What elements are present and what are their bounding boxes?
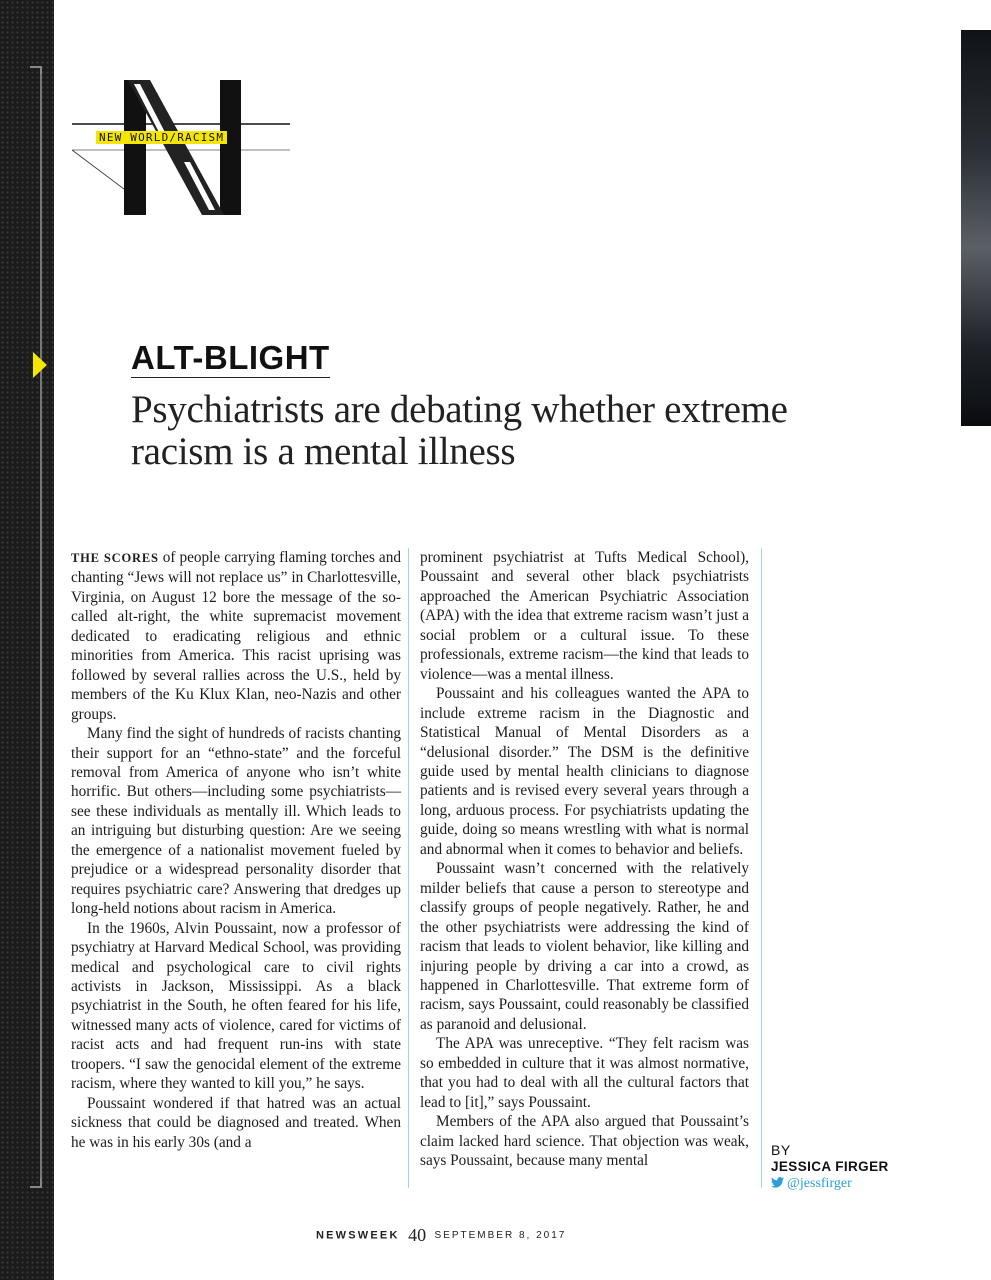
byline-label: BY — [771, 1142, 791, 1158]
paragraph: Members of the APA also argued that Poussaint’s claim lacked hard science. That objection was weak, says Poussaint, because many mental — [420, 1113, 749, 1170]
paragraph — [71, 548, 401, 724]
strip-rule — [40, 74, 42, 1178]
byline — [771, 1142, 889, 1192]
strip-bracket-bottom — [30, 1178, 42, 1188]
magazine-name: NEWSWEEK — [316, 1229, 400, 1242]
column-divider — [408, 548, 409, 1188]
article-column-1 — [71, 548, 401, 1152]
article-column-2 — [420, 548, 749, 1171]
facing-page-photo-edge — [961, 30, 991, 426]
page-footer — [316, 1225, 616, 1246]
paragraph: The APA was unreceptive. “They felt racism was so embedded in culture that it was almost normative, that you had to deal with all the cultural factors that lead to [it],” says Poussaint. — [420, 1035, 749, 1111]
section-arrow-icon — [33, 352, 47, 378]
lead-in: THE SCORES — [71, 551, 159, 565]
author-twitter-link[interactable] — [771, 1175, 889, 1192]
sidebar-divider — [761, 548, 762, 1188]
section-tag: NEW WORLD/RACISM — [96, 131, 227, 144]
paragraph: Poussaint and his colleagues wanted the APA to include extreme racism in the Diagnostic and Statistical Manual of Mental Disorders as a “delusional disorder.” The DSM is the definitive guide used by mental health clinicians to diagnose patients and is revised every several years through a long, arduous process. For psychiatrists updating the guide, doing so means wrestling with what is normal and abnormal when it comes to behavior and beliefs. — [420, 685, 749, 858]
headline: Psychiatrists are debating whether extreme racism is a mental illness — [131, 388, 788, 473]
left-page-strip — [0, 0, 54, 1280]
twitter-bird-icon — [771, 1177, 784, 1188]
paragraph: Many find the sight of hundreds of racists chanting their support for an “ethno-state” and the forceful removal from America of anyone who isn’t white horrific. But others—including some psychiatrists—see these individuals as mentally ill. Which leads to an intriguing but disturbing question: Are we seeing the emergence of a nationalist movement fueled by prejudice or a widespread personality disorder that requires psychiatric care? Answering that dredges up long-held notions about racism in America. — [71, 725, 401, 918]
paragraph: Poussaint wasn’t concerned with the relatively milder beliefs that cause a person to stereotype and classify groups of people negatively. Rather, he and the other psychiatrists were addressing the kind of racism that leads to violent behavior, like killing and injuring people by driving a car into a crowd, as happened in Charlottesville. That extreme form of racism, says Poussaint, could reasonably be classified as paranoid and delusional. — [420, 860, 749, 1033]
kicker: ALT-BLIGHT — [131, 339, 330, 376]
paragraph-text: of people carrying flaming torches and chanting “Jews will not replace us” in Charlottesville, Virginia, on August 12 bore the message of the so-called alt-right, the white supremacist movement dedicated to eradicating religious and ethnic minorities from America. This racist uprising was followed by several rallies across the U.S., held by members of the Ku Klux Klan, neo-Nazis and other groups. — [71, 549, 401, 723]
paragraph: In the 1960s, Alvin Poussaint, now a professor of psychiatry at Harvard Medical School, was providing medical and psychological care to civil rights activists in Jackson, Mississippi. As a black psychiatrist in the South, he often feared for his life, witnessed many acts of violence, cared for victims of racist acts and had frequent run-ins with state troopers. “I saw the genocidal element of the extreme racism, where they wanted to kill you,” he says. — [71, 919, 401, 1093]
paragraph: prominent psychiatrist at Tufts Medical School), Poussaint and several other black psychiatrists approached the American Psychiatric Association (APA) with the idea that extreme racism wasn’t just a social problem or a cultural issue. To these professionals, extreme racism—the kind that leads to violence—was a mental illness. — [420, 549, 749, 683]
author-handle: @jessfirger — [787, 1176, 852, 1191]
issue-date: SEPTEMBER 8, 2017 — [434, 1230, 567, 1241]
page-number: 40 — [408, 1225, 427, 1245]
section-n-logo — [70, 72, 295, 217]
author-name: JESSICA FIRGER — [771, 1159, 889, 1174]
paragraph: Poussaint wondered if that hatred was an actual sickness that could be diagnosed and treated. When he was in his early 30s (and a — [71, 1094, 401, 1151]
